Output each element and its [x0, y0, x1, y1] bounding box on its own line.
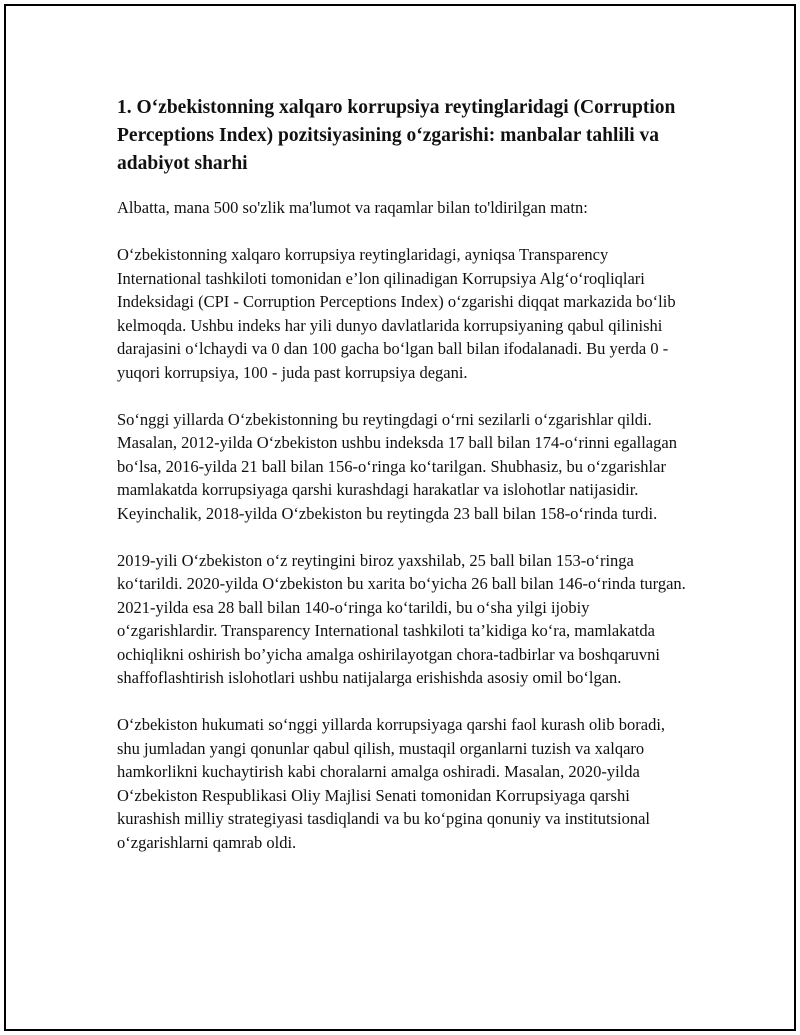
section-heading: 1. O‘zbekistonning xalqaro korrupsiya reytinglaridagi (Corruption Perceptions Index) pozitsiyasining o‘zgarishi: manbalar tahlili va adabiyot sharhi [117, 97, 676, 174]
document-body [117, 94, 687, 878]
intro-line: Albatta, mana 500 so'zlik ma'lumot va raqamlar bilan to'ldirilgan matn: [117, 198, 588, 217]
paragraph-2: So‘nggi yillarda O‘zbekistonning bu reytingdagi o‘rni sezilarli o‘zgarishlar qildi. Masalan, 2012-yilda O‘zbekiston ushbu indeksda 17 ball bilan 174-o‘rinni egallagan bo‘lsa, 2016-yilda 21 ball bilan 156-o‘ringa ko‘tarilgan. Shubhasiz, bu o‘zgarishlar mamlakatda korrupsiyaga qarshi kurashdagi harakatlar va islohotlar natijasidir. Keyinchalik, 2018-yilda O‘zbekiston bu reytingda 23 ball bilan 158-o‘rinda turdi. [117, 409, 677, 523]
paragraph-3: 2019-yili O‘zbekiston o‘z reytingini biroz yaxshilab, 25 ball bilan 153-o‘ringa ko‘tarildi. 2020-yilda O‘zbekiston bu xarita bo‘yicha 26 ball bilan 146-o‘rinda turgan. 2021-yilda esa 28 ball bilan 140-o‘ringa ko‘tarildi, bu o‘sha yilgi ijobiy o‘zgarishlardir. Transparency International tashkiloti ta’kidiga ko‘ra, mamlakatda ochiqlikni oshirish bo’yicha amalga oshirilayotgan chora-tadbirlar va boshqaruvni shaffoflashtirish islohotlari ushbu natijalarga erishishda asosiy omil bo‘lgan. [117, 550, 686, 687]
paragraph-1: O‘zbekistonning xalqaro korrupsiya reytinglaridagi, ayniqsa Transparency International tashkiloti tomonidan e’lon qilinadigan Korrupsiya Alg‘o‘roqliqlari Indeksidagi (CPI - Corruption Perceptions Index) o‘zgarishi diqqat markazida bo‘lib kelmoqda. Ushbu indeks har yili dunyo davlatlarida korrupsiyaning qabul qilinishi darajasini o‘lchaydi va 0 dan 100 gacha bo‘lgan ball bilan ifodalanadi. Bu yerda 0 - yuqori korrupsiya, 100 - juda past korrupsiya degani. [117, 245, 676, 382]
paragraph-4: O‘zbekiston hukumati so‘nggi yillarda korrupsiyaga qarshi faol kurash olib boradi, shu jumladan yangi qonunlar qabul qilish, mustaqil organlarni tuzish va xalqaro hamkorlikni kuchaytirish kabi choralarni amalga oshiradi. Masalan, 2020-yilda O‘zbekiston Respublikasi Oliy Majlisi Senati tomonidan Korrupsiyaga qarshi kurashish milliy strategiyasi tasdiqlandi va bu ko‘pgina qonuniy va institutsional o‘zgarishlarni qamrab oldi. [117, 715, 666, 852]
